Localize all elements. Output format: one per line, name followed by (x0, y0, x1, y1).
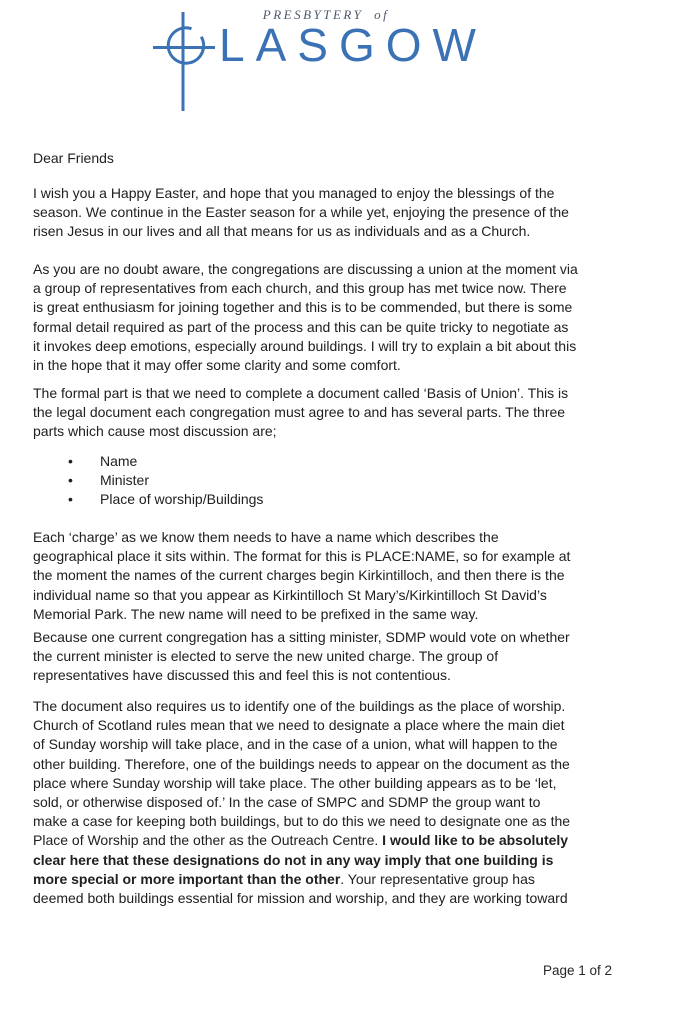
list-item-label: Name (100, 453, 138, 469)
paragraph-union-discussion: As you are no doubt aware, the congregations are discussing a union at the moment via a group of representatives from each church, and this group has met twice now. There is great enthusiasm for joining together and this is to be commended, but there is some formal detail required as part of the process and this can be quite tricky to negotiate as it invokes deep emotions, especially around buildings. I will try to explain a bit about this in the hope that it may offer some clarity and some comfort. (33, 261, 578, 374)
glasgow-wordmark: LASGOW (219, 19, 487, 71)
salutation: Dear Friends (33, 150, 114, 166)
discussion-points-list (33, 452, 663, 510)
paragraph-basis-of-union: The formal part is that we need to complete a document called ‘Basis of Union’. This is the legal document each congregation must agree to and has several parts. The three parts which cause most discussion are; (33, 385, 569, 440)
bullet-icon: • (68, 472, 73, 489)
logo-eyebrow-text: PRESBYTERY of (262, 7, 390, 22)
paragraph-easter-greeting: I wish you a Happy Easter, and hope that you managed to enjoy the blessings of the season. We continue in the Easter season for a while yet, enjoying the presence of the risen Jesus in our lives and all that means for us as individuals and as a Church. (33, 185, 569, 240)
list-item (33, 490, 663, 509)
paragraph-minister: Because one current congregation has a sitting minister, SDMP would vote on whether the current minister is elected to serve the new united charge. The group of representatives have discussed this and feel this is not contentious. (33, 629, 570, 684)
list-item (33, 471, 663, 490)
cross-g-logo-icon (150, 10, 217, 113)
page-number-label: Page 1 of 2 (542, 963, 612, 978)
bullet-icon: • (68, 491, 73, 508)
paragraph-buildings-designation: The document also requires us to identify one of the buildings as the place of worship. Church of Scotland rules mean that we need to designate a place where the main diet of Sunday worship will take place, and in the case of a union, what will happen to the other building. Therefore, one of the buildings needs to appear on the document as the place where Sunday worship will take place. The other building appears as to be ‘let, sold, or otherwise disposed of.’ In the case of SMPC and SDMP the group want to make a case for keeping both buildings, but to do this we need to designate one as the Place of Worship and the other as the Outreach Centre. I would like to be absolutely clear here that these designations do not in any way imply that one building is more special or more important than the other. Your representative group has deemed both buildings essential for mission and worship, and they are working toward (33, 698, 571, 907)
list-item-label: Minister (100, 472, 150, 489)
bullet-icon: • (68, 453, 73, 469)
list-item (33, 452, 663, 471)
list-item-label: Place of worship/Buildings (100, 491, 264, 508)
paragraph-charge-name: Each ‘charge’ as we know them needs to have a name which describes the geographical place it sits within. The format for this is PLACE:NAME, so for example at the moment the names of the current charges begin Kirkintilloch, and then there is the individual name so that you appear as Kirkintilloch St Mary’s/Kirkintilloch St David’s Memorial Park. The new name will need to be prefixed in the same way. (33, 529, 571, 622)
